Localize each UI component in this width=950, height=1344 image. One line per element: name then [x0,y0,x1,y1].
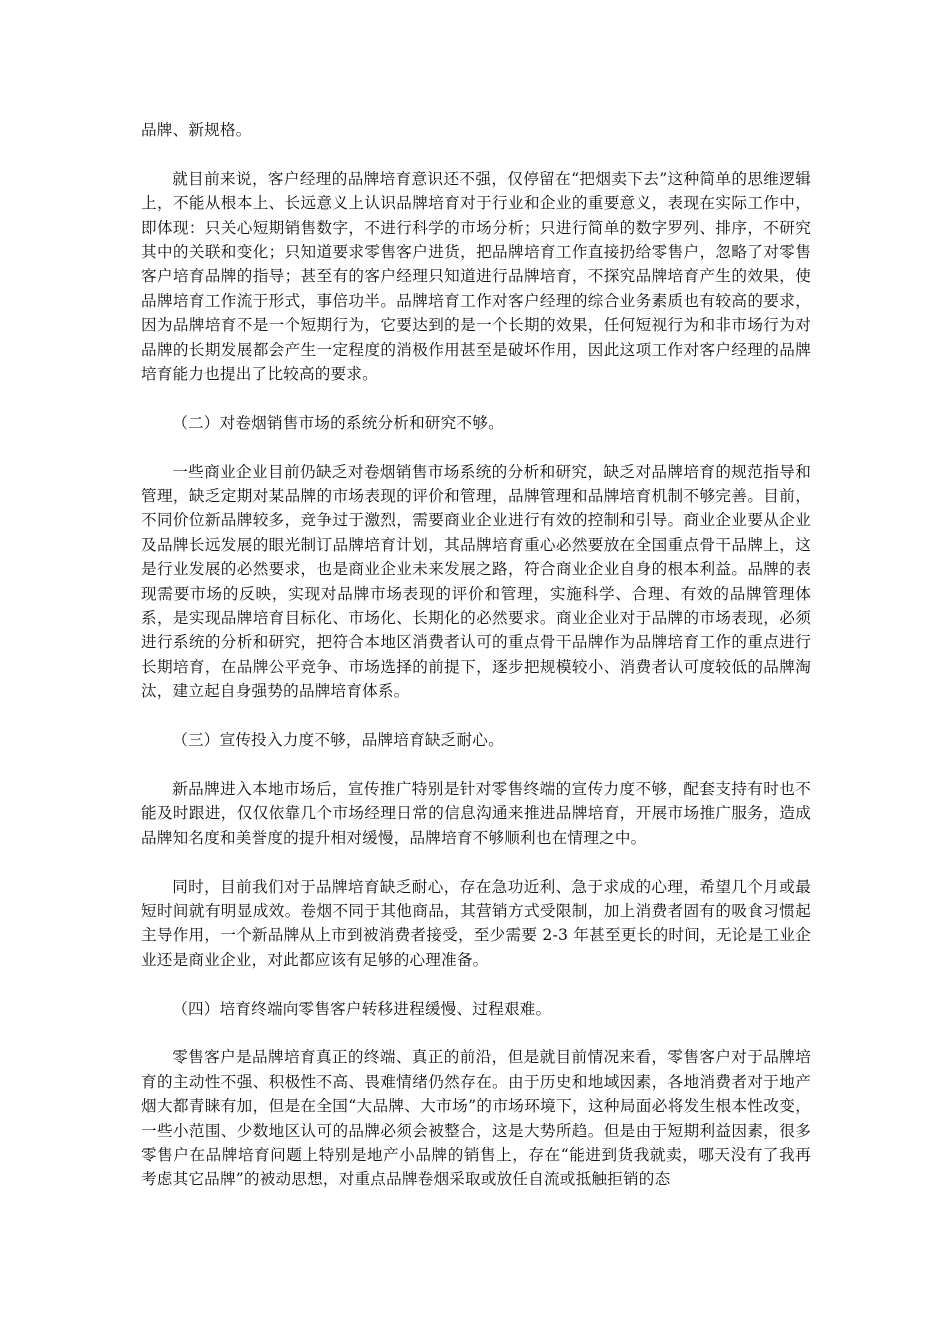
paragraph-retail-terminal: 零售客户是品牌培育真正的终端、真正的前沿，但是就目前情况来看，零售客户对于品牌培育的主动性不强、积极性不高、畏难情绪仍然存在。由于历史和地域因素，各地消费者对于地产烟大都青睐有加，但是在全国“大品牌、大市场”的市场环境下，这种局面必将发生根本性改变，一些小范围、少数地区认可的品牌必须会被整合，这是大势所趋。但是由于短期利益因素，很多零售户在品牌培育问题上特别是地产小品牌的销售上，存在“能进到货我就卖，哪天没有了我再考虑其它品牌”的被动思想，对重点品牌卷烟采取或放任自流或抵触拒销的态 [141,1048,811,1189]
section-heading-4: （四）培育终端向零售客户转移进程缓慢、过程艰难。 [172,999,552,1018]
paragraph-brand-awareness: 就目前来说，客户经理的品牌培育意识还不强，仅停留在“把烟卖下去”这种简单的思维逻辑上，不能从根本上、长远意义上认识品牌培育对于行业和企业的重要意义，表现在实际工作中，即体现：只关心短期销售数字，不进行科学的市场分析；只进行简单的数字罗列、排序，不研究其中的关联和变化；只知道要求零售客户进货，把品牌培育工作直接扔给零售户，忽略了对零售客户培育品牌的指导；甚至有的客户经理只知道进行品牌培育，不探究品牌培育产生的效果，使品牌培育工作流于形式，事倍功半。品牌培育工作对客户经理的综合业务素质也有较高的要求，因为品牌培育不是一个短期行为，它要达到的是一个长期的效果，任何短视行为和非市场行为对品牌的长期发展都会产生一定程度的消极作用甚至是破坏作用，因此这项工作对客户经理的品牌培育能力也提出了比较高的要求。 [141,169,811,384]
paragraph-gap [141,386,811,410]
paragraph-market-analysis: 一些商业企业目前仍缺乏对卷烟销售市场系统的分析和研究，缺乏对品牌培育的规范指导和管理，缺乏定期对某品牌的市场表现的评价和管理，品牌管理和品牌培育机制不够完善。目前，不同价位新品牌较多，竞争过于激烈，需要商业企业进行有效的控制和引导。商业企业要从企业及品牌长远发展的眼光制订品牌培育计划，其品牌培育重心必然要放在全国重点骨干品牌上，这是行业发展的必然要求，也是商业企业未来发展之路，符合商业企业自身的根本利益。品牌的表现需要市场的反映，实现对品牌市场表现的评价和管理，实施科学、合理、有效的品牌管理体系，是实现品牌培育目标化、市场化、长期化的必然要求。商业企业对于品牌的市场表现，必须进行系统的分析和研究，把符合本地区消费者认可的重点骨干品牌作为品牌培育工作的重点进行长期培育，在品牌公平竞争、市场选择的前提下，逐步把规模较小、消费者认可度较低的品牌淘汰，建立起自身强势的品牌培育体系。 [141,462,811,701]
paragraph-gap [141,704,811,728]
paragraph-gap [141,435,811,459]
paragraph-continuation: 品牌、新规格。 [141,121,252,139]
paragraph-gap [141,850,811,874]
section-heading-3: （三）宣传投入力度不够，品牌培育缺乏耐心。 [172,731,504,750]
paragraph-gap [141,753,811,777]
section-heading-2: （二）对卷烟销售市场的系统分析和研究不够。 [172,413,504,432]
document-page [141,118,811,1192]
paragraph-gap [141,972,811,996]
paragraph-gap [141,1021,811,1045]
paragraph-promotion: 新品牌进入本地市场后，宣传推广特别是针对零售终端的宣传力度不够，配套支持有时也不能及时跟进，仅仅依靠几个市场经理日常的信息沟通来推进品牌培育，开展市场推广服务，造成品牌知名度和美誉度的提升相对缓慢，品牌培育不够顺利也在情理之中。 [141,779,811,847]
paragraph-patience: 同时，目前我们对于品牌培育缺乏耐心，存在急功近利、急于求成的心理，希望几个月或最短时间就有明显成效。卷烟不同于其他商品，其营销方式受限制，加上消费者固有的吸食习惯起主导作用，一个新品牌从上市到被消费者接受，至少需要 2-3 年甚至更长的时间，无论是工业企业还是商业企业，对此都应该有足够的心理准备。 [141,877,811,969]
paragraph-gap [141,142,811,166]
